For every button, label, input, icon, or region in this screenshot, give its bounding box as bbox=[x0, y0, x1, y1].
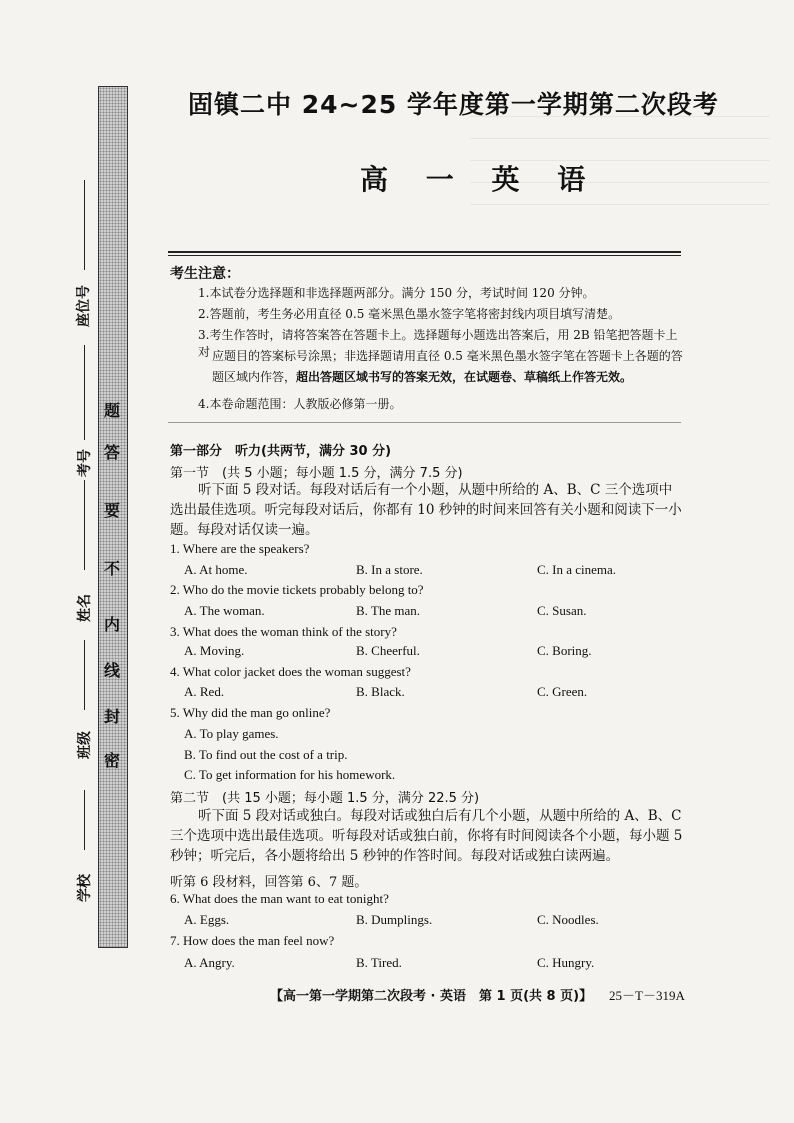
question-5-option-c: C. To get information for his homework. bbox=[184, 767, 396, 782]
notice-emphasis: 超出答题区域书写的答案无效，在试题卷、草稿纸上作答无效。 bbox=[296, 370, 633, 384]
name-label: 姓名 bbox=[77, 594, 93, 622]
section1-heading: 第一节 (共 5 小题；每小题 1.5 分，满分 7.5 分) bbox=[170, 466, 463, 481]
question-4-option-a: A. Red. bbox=[184, 684, 225, 699]
notice-item-4: 4.本卷命题范围：人教版必修第一册。 bbox=[198, 397, 402, 411]
material-note: 听第 6 段材料，回答第 6、7 题。 bbox=[170, 875, 368, 890]
seal-char: 密 bbox=[103, 751, 120, 770]
notice-rule bbox=[168, 422, 681, 423]
question-5-option-b: B. To find out the cost of a trip. bbox=[184, 747, 348, 762]
name-line bbox=[84, 480, 85, 570]
seal-char: 要 bbox=[103, 501, 120, 520]
question-3-stem: 3. What does the woman think of the story? bbox=[170, 624, 397, 639]
question-7-option-a: A. Angry. bbox=[184, 955, 235, 970]
notice-heading: 考生注意： bbox=[170, 266, 240, 282]
question-5-option-a: A. To play games. bbox=[184, 726, 279, 741]
exam-title: 固镇二中 24~25 学年度第一学期第二次段考 bbox=[188, 90, 719, 119]
part1-heading: 第一部分 听力(共两节，满分 30 分) bbox=[170, 444, 392, 459]
question-1-option-a: A. At home. bbox=[184, 562, 248, 577]
question-3-option-a: A. Moving. bbox=[184, 643, 245, 658]
seal-char: 线 bbox=[103, 661, 120, 680]
section2-heading: 第二节 (共 15 小题；每小题 1.5 分，满分 22.5 分) bbox=[170, 791, 480, 806]
notice-item-2: 2.答题前，考生务必用直径 0.5 毫米黑色墨水签字笔将密封线内项目填写清楚。 bbox=[198, 307, 621, 321]
question-4-option-c: C. Green. bbox=[537, 684, 588, 699]
notice-item-3: 3.考生作答时，请将答案答在答题卡上。选择题每小题选出答案后，用 2B 铅笔把答题卡上对 bbox=[198, 328, 678, 359]
question-3-option-c: C. Boring. bbox=[537, 643, 592, 658]
seal-char: 答 bbox=[103, 443, 120, 462]
question-7-option-b: B. Tired. bbox=[356, 955, 402, 970]
seal-char: 不 bbox=[103, 559, 120, 578]
header-rule-thin bbox=[168, 255, 681, 256]
section1-instructions: 听下面 5 段对话。每段对话后有一个小题，从题中所给的 A、B、C 三个选项中选出最佳选项。听完每段对话后，你都有 10 秒钟的时间来回答有关小题和阅读下一小题。每段对话仅读一遍。 bbox=[170, 482, 682, 538]
question-4-option-b: B. Black. bbox=[356, 684, 405, 699]
question-2-option-a: A. The woman. bbox=[184, 603, 265, 618]
subject-title: 高 一 英 语 bbox=[360, 163, 600, 196]
notice-item-3-cont: 应题目的答案标号涂黑；非选择题请用直径 0.5 毫米黑色墨水签字笔在答题卡上各题的答 bbox=[212, 349, 683, 363]
seal-char: 题 bbox=[103, 401, 120, 420]
question-2-stem: 2. Who do the movie tickets probably belong to? bbox=[170, 582, 424, 597]
seal-char: 内 bbox=[103, 615, 120, 634]
question-1-option-b: B. In a store. bbox=[356, 562, 423, 577]
paper-code: 25－T－319A bbox=[609, 988, 685, 1003]
question-2-option-b: B. The man. bbox=[356, 603, 421, 618]
seal-char: 封 bbox=[103, 707, 120, 726]
question-2-option-c: C. Susan. bbox=[537, 603, 587, 618]
question-7-option-c: C. Hungry. bbox=[537, 955, 595, 970]
seat-label: 座位号 bbox=[76, 285, 92, 327]
notice-item-3-end: 题区域内作答，超出答题区域书写的答案无效，在试题卷、草稿纸上作答无效。 bbox=[212, 370, 633, 384]
seat-line bbox=[84, 180, 85, 270]
question-6-option-a: A. Eggs. bbox=[184, 912, 230, 927]
question-6-stem: 6. What does the man want to eat tonight? bbox=[170, 891, 389, 906]
header-rule bbox=[168, 251, 681, 253]
exam-no-line bbox=[84, 345, 85, 440]
school-label: 学校 bbox=[77, 874, 93, 902]
question-6-option-b: B. Dumplings. bbox=[356, 912, 433, 927]
notice-item-1: 1.本试卷分选择题和非选择题两部分。满分 150 分，考试时间 120 分钟。 bbox=[198, 286, 595, 300]
question-4-stem: 4. What color jacket does the woman suggest? bbox=[170, 664, 411, 679]
page-footer: 【高一第一学期第二次段考 · 英语 第 1 页(共 8 页)】 bbox=[270, 989, 593, 1004]
question-6-option-c: C. Noodles. bbox=[537, 912, 599, 927]
question-5-stem: 5. Why did the man go online? bbox=[170, 705, 331, 720]
section2-instructions: 听下面 5 段对话或独白。每段对话或独白后有几个小题，从题中所给的 A、B、C 三个选项中选出最佳选项。听每段对话或独白前，你将有时间阅读各个小题，每小题 5 秒钟；听完后，各小题将给出 5 秒钟的作答时间。每段对话或独白读两遍。 bbox=[170, 808, 683, 864]
question-7-stem: 7. How does the man feel now? bbox=[170, 933, 335, 948]
exam-no-label: 考号 bbox=[77, 449, 93, 477]
question-1-option-c: C. In a cinema. bbox=[537, 562, 617, 577]
class-label: 班级 bbox=[77, 731, 93, 759]
school-line bbox=[84, 790, 85, 850]
class-line bbox=[84, 640, 85, 710]
question-1-stem: 1. Where are the speakers? bbox=[170, 541, 310, 556]
question-3-option-b: B. Cheerful. bbox=[356, 643, 420, 658]
